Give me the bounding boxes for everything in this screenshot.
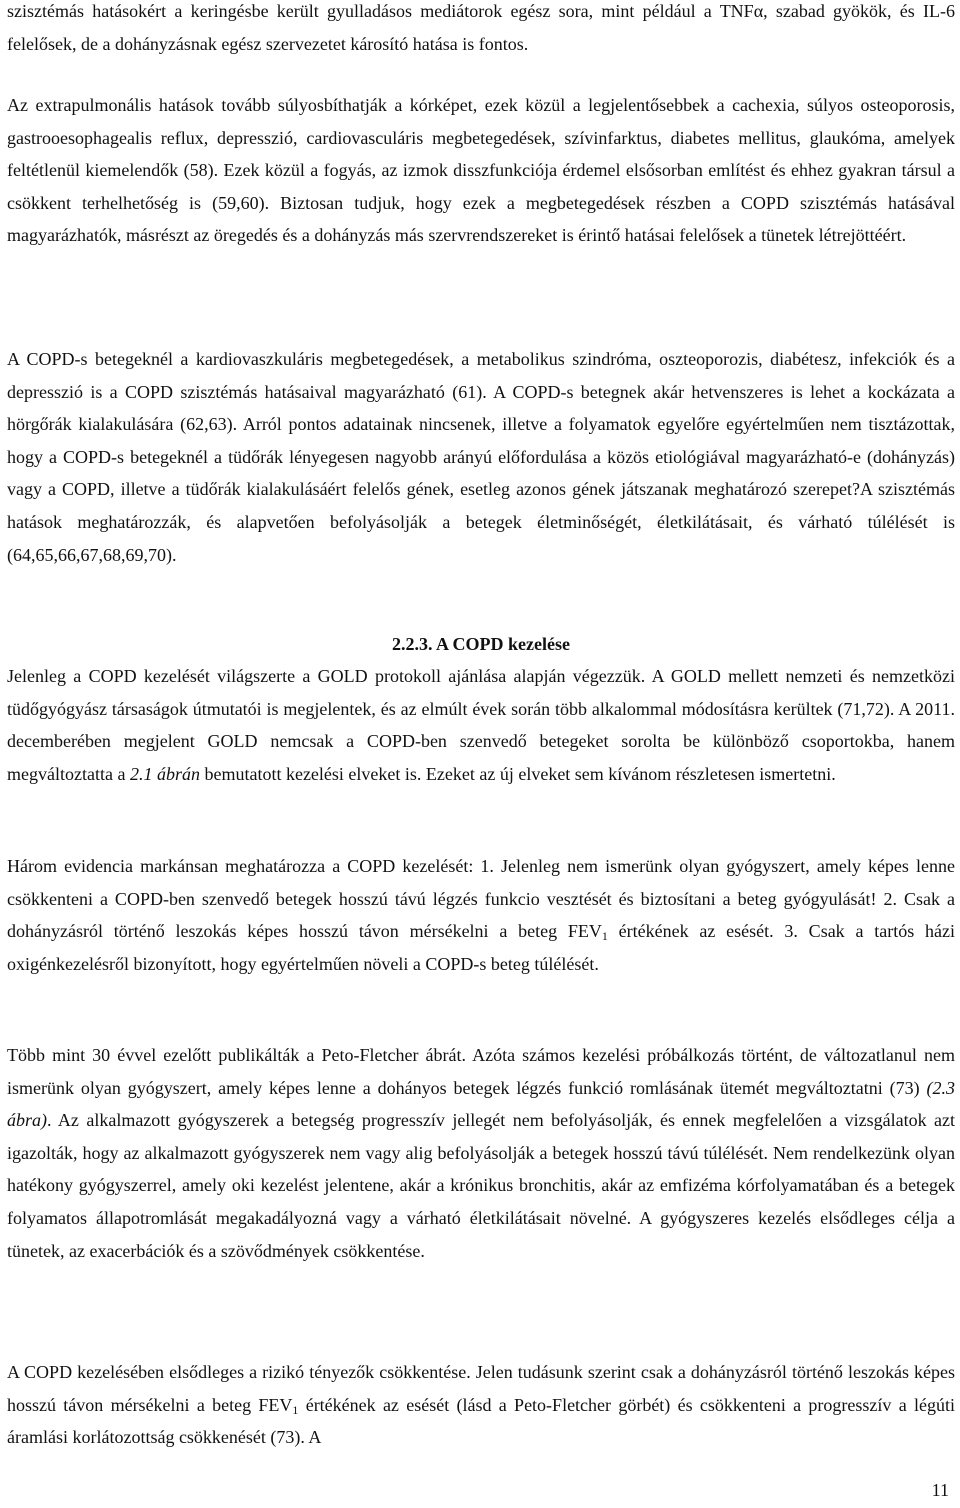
page-number: 11 [931,1480,949,1500]
text-run: bemutatott kezelési elveket is. Ezeket az új elveket sem kívánom részletesen ismertetni. [199,763,836,784]
text-run: értékének az esését. 3. Csak a tartós házi oxigénkezelésről bizonyított, hogy egyértelműen növeli a COPD-s beteg túlélését. [7,921,955,974]
subscript: 1 [292,1402,299,1417]
paragraph-three-evidences [7,850,955,980]
paragraph-cardiovascular-risk: A COPD-s betegeknél a kardiovaszkuláris megbetegedések, a metabolikus szindróma, oszteoporozis, diabétesz, infekciók és a depresszió is a COPD szisztémás hatásaival magyarázható (61). A COPD-s betegnek akár hetvenszeres is lehet a kockázata a hörgőrák kialakulására (62,63). Arról pontos adatainak nincsenek, illetve a folyamatok egyelőre egyértelműen nem tisztázottak, hogy a COPD-s betegeknél a tüdőrák lényegesen nagyobb arányú előfordulása a közös etiológiával magyarázható-e (dohányzás) vagy a COPD, illetve a tüdőrák kialakulásáért felelős gének, esetleg azonos gének játszanak meghatározó szerepet?A szisztémás hatások meghatározzák, és alapvetően befolyásolják a betegek életminőségét, életkilátásait, és várható túlélését is (64,65,66,67,68,69,70). [7,349,955,565]
subscript: 1 [601,929,608,944]
text-run: Három evidencia markánsan meghatározza a COPD kezelését: 1. Jelenleg nem ismerünk olyan gyógyszert, amely képes lenne csökkenteni a COPD-ben szenvedő betegek hosszú távú légzés funkcio vesztését és biztosítani a beteg gyógyulását! 2. Csak a dohányzásról történő leszokás képes hosszú távon mérsékelni a beteg FEV [7,856,955,942]
text-run: Jelenleg a COPD kezelését világszerte a GOLD protokoll ajánlása alapján végezzük. A GOLD mellett nemzeti és nemzetközi tüdőgyógyász társaságok útmutatói is megjelentek, és az elmúlt évek során több alkalommal módosításra kerültek (71,72). A 2011. decemberében megjelent GOLD nemcsak a COPD-ben szenvedő betegeket sorolta be különböző csoportokba, hanem megváltoztatta a [7,666,955,784]
figure-reference: 2.1 ábrán [129,763,200,784]
paragraph-risk-reduction [7,1356,955,1454]
paragraph-gold-protocol [7,660,955,790]
text-run: Több mint 30 évvel ezelőtt publikálták a Peto-Fletcher ábrát. Azóta számos kezelési próbálkozás történt, de változatlanul nem ismerünk olyan gyógyszert, amely képes lenne a dohányos betegek légzés funkció romlásának ütemét megváltoztatni (73) [7,1045,955,1098]
section-heading: 2.2.3. A COPD kezelése [392,634,570,654]
paragraph-systemic-effects: szisztémás hatásokért a keringésbe került gyulladásos mediátorok egész sora, mint például a TNFα, szabad gyökök, és IL-6 felelősek, de a dohányzásnak egész szervezetet károsító hatása is fontos. [7,1,955,54]
paragraph-extrapulmonary-effects: Az extrapulmonális hatások tovább súlyosbíthatják a kórképet, ezek közül a legjelentősebbek a cachexia, súlyos osteoporosis, gastrooesophagealis reflux, depresszió, cardiovasculáris megbetegedések, szívinfarktus, diabetes mellitus, glaukóma, amelyek feltétlenül kiemelendők (58). Ezek közül a fogyás, az izmok disszfunkciója érdemel elsősorban említést és ehhez gyakran társul a csökkent terhelhetőség is (59,60). Biztosan tudjuk, hogy ezek a megbetegedések részben a COPD szisztémás hatásával magyarázhatók, másrészt az öregedés és a dohányzás más szervrendszereket is érintő hatásai felelősek a tünetek létrejöttéért. [7,95,955,246]
figure-reference: (2.3 ábra) [7,1077,955,1131]
paragraph-peto-fletcher [7,1039,955,1267]
text-run: A COPD kezelésében elsődleges a rizikó tényezők csökkentése. Jelen tudásunk szerint csak a dohányzásról történő leszokás képes hosszú távon mérsékelni a beteg FEV [7,1362,955,1415]
text-run: . Az alkalmazott gyógyszerek a betegség progresszív jellegét nem befolyásolják, és ennek megfelelően a vizsgálatok azt igazolták, hogy az alkalmazott gyógyszerek nem vagy alig befolyásolják a betegek hosszú távú túlélését. Nem rendelkezünk olyan hatékony gyógyszerrel, amely oki kezelést jelentene, akár a krónikus bronchitis, akár az emfizéma kórfolyamatában és a betegek folyamatos állapotromlását megakadályozná vagy a várható életkilátásait növelné. A gyógyszeres kezelés elsődleges célja a tünetek, az exacerbációk és a szövődmények csökkentése. [7,1110,955,1261]
text-run: értékének az esését (lásd a Peto-Fletcher görbét) és csökkenteni a progresszív a légúti áramlási korlátozottság csökkenését (73). A [7,1394,955,1448]
